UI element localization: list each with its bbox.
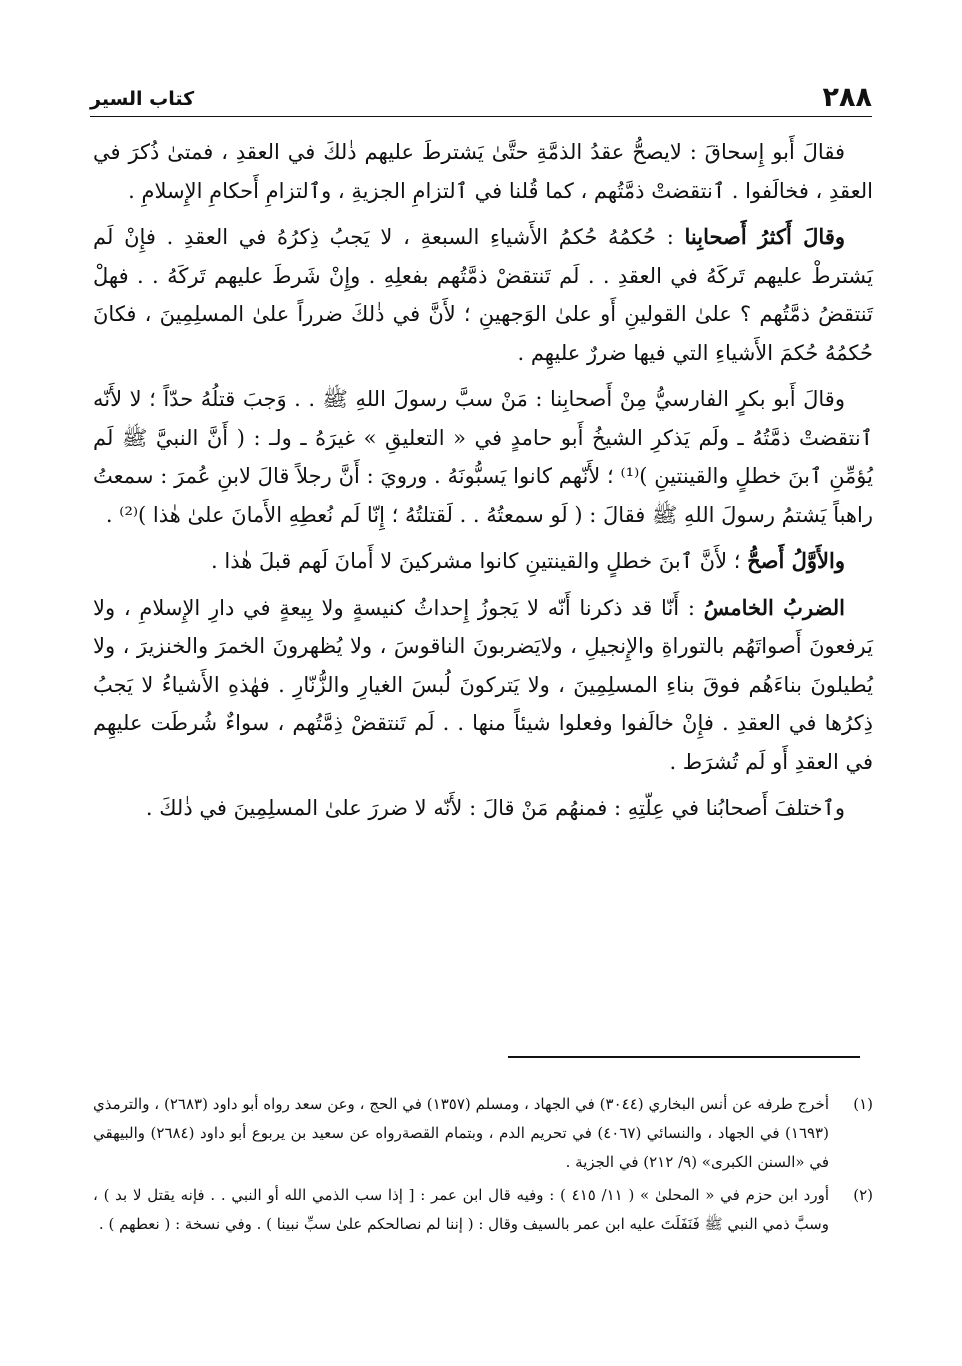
paragraph-lead: وقالَ أَكثرُ أَصحابِنا: [684, 224, 845, 249]
page-header: [90, 82, 872, 117]
footnote-text: أخرج طرفه عن أنس البخاري (٣٠٤٤) في الجهاد ، ومسلم (١٣٥٧) في الحج ، وعن سعد رواه أبو داود (٢٦٨٣) ، والترمذي (١٦٩٣) في الجهاد ، والنسائي (٤٠٦٧) في تحريم الدم ، وبتمام القصةرواه عن سعيد بن يربوع أبو داود (٢٦٨٤) والبيهقي في «السنن الكبرى» (٩/ ٢١٢) في الجزية .: [93, 1095, 829, 1171]
paragraph-lead: الضربُ الخامسُ: [703, 594, 845, 620]
paragraph: وقالَ أَكثرُ أَصحابِنا : حُكمُهُ حُكمُ الأَشياءِ السبعةِ ، لا يَجبُ ذِكرُهُ في العقدِ . فإِنْ لَم يَشترطْ عليهم تَركَهُ في العقدِ . . لَم تَنتقضْ ذمَّتُهم بفعلِهِ . وإِنْ شَرطَ عليهم تَركَهُ . . فهلْ تَنتقضُ ذمَّتُهم ؟ علىٰ القولينِ أَو علىٰ الوَجهينِ ؛ لأَنَّ في ذٰلكَ ضرراً علىٰ المسلِمِينَ ، فكانَ حُكمُهُ حُكمَ الأَشياءِ التي فيها ضررٌ عليهِم .: [93, 224, 873, 365]
paragraph-lead: والأَوَّلُ أَصحُّ: [747, 548, 845, 573]
footnote-divider: [508, 1056, 860, 1058]
page-number: ٢٨٨: [822, 82, 872, 113]
paragraph: الضربُ الخامسُ : أَنّا قد ذكرنا أَنّه لا يَجوزُ إِحداثُ كنيسةٍ ولا بِيعةٍ في دارِ الإِسلامِ ، ولا يَرفعونَ أَصواتَهُم بالتوراةِ والإِنجيلِ ، ولايَضربونَ الناقوسَ ، ولا يُظهرونَ الخمرَ والخنزيرَ ، ولا يُطيلونَ بناءَهُم فوقَ بناءِ المسلِمِينَ ، ولا يَتركونَ لُبسَ الغيارِ والزُّنّارِ . فهٰذهِ الأَشياءُ لا يَجبُ ذِكرُها في العقدِ . فإِنْ خالَفوا وفعلوا شيئاً منها . . لَم تَنتقضْ ذِمَّتُهم ، سواءٌ شُرطَت عليهِم في العقدِ أَو لَم تُشرَط .: [93, 594, 873, 774]
paragraph: وٱختلفَ أَصحابُنا في عِلّتِهِ : فمنهُم مَنْ قالَ : لأَنّه لا ضررَ علىٰ المسلِمِينَ في ذٰلكَ .: [145, 796, 845, 820]
footnote: [93, 1181, 873, 1239]
footnote-number: (١): [853, 1095, 873, 1113]
running-title: كتاب السير: [90, 88, 195, 110]
footnote: [93, 1090, 873, 1177]
paragraph: والأَوَّلُ أَصحُّ ؛ لأَنَّ ٱبنَ خطلٍ والقينتينِ كانوا مشركينَ لا أَمانَ لَهم قبلَ هٰذا .: [211, 548, 845, 573]
paragraph: وقالَ أَبو بكرٍ الفارسيُّ مِنْ أَصحابِنا : مَنْ سبَّ رسولَ اللهِ ﷺ . . وَجبَ قتلُهُ حدّاً ؛ لا لأَنّه ٱنتقضتْ ذمَّتُهُ ـ ولَم يَذكرِ الشيخُ أَبو حامدٍ في « التعليقِ » غيرَهُ ـ ولـ : ( أَنَّ النبيَّ ﷺ لَم يُؤمِّنِ ٱبنَ خطلٍ والقينتينِ )⁽¹⁾ ؛ لأَنّهم كانوا يَسبُّونَهُ . ورويَ : أَنَّ رجلاً قالَ لابنِ عُمرَ : سمعتُ راهباً يَشتمُ رسولَ اللهِ ﷺ فقالَ : ( لَو سمعتُهُ . . لَقتلتُهُ ؛ إِنّا لَم نُعطِهِ الأَمانَ علىٰ هٰذا )⁽²⁾ .: [93, 387, 873, 527]
footnote-number: (٢): [853, 1186, 873, 1204]
footnotes: [93, 1090, 873, 1243]
footnote-text: أورد ابن حزم في « المحلىٰ » ( ١١/ ٤١٥ ) : وفيه قال ابن عمر : [ إذا سب الذمي الله أو النبي . . فإنه يقتل لا بد ) ، وسبَّ ذمي النبي ﷺ فَنَفَلَتَ عليه ابن عمر بالسيف وقال : ( إننا لم نصالحكم علىٰ سبِّ نبينا ) . وفي نسخة : ( نعطهم ) .: [93, 1186, 829, 1233]
paragraph: فقالَ أَبو إِسحاقَ : لايصحُّ عقدُ الذمَّةِ حتَّىٰ يَشترطَ عليهم ذٰلكَ في العقدِ ، فمتىٰ ذُكرَ في العقدِ ، فخالَفوا . ٱنتقضتْ ذمَّتُهم ، كما قُلنا في ٱلتزامِ الجزيةِ ، وٱلتزامِ أَحكامِ الإِسلامِ .: [93, 140, 873, 203]
main-text: [93, 133, 873, 836]
